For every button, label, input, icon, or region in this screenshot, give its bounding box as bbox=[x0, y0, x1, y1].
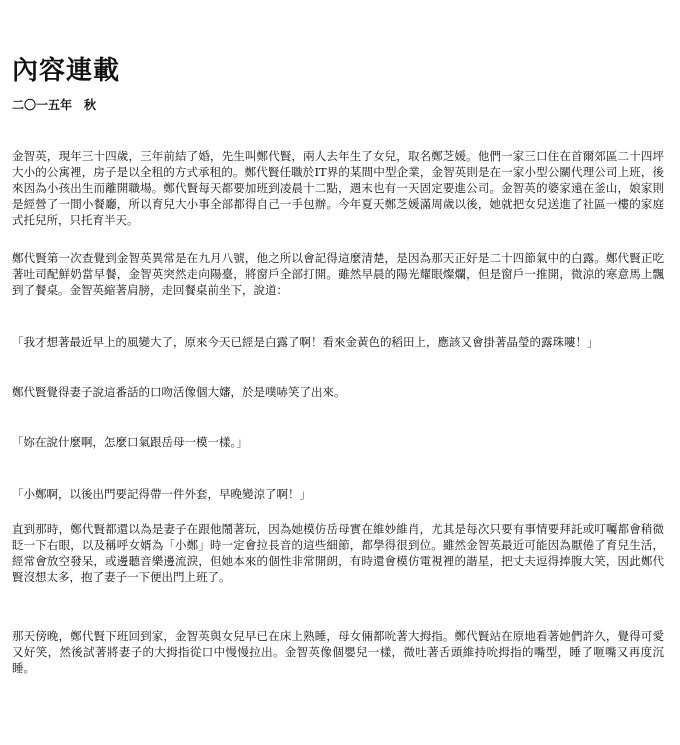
paragraph: 「妳在說什麼啊，怎麼口氣跟岳母一模一樣。」 bbox=[12, 435, 248, 449]
paragraph: 「我才想著最近早上的風變大了，原來今天已經是白露了啊！看來金黃色的稻田上，應該又會掛著晶瑩的露珠嘍！」 bbox=[12, 335, 599, 349]
paragraph: 金智英，現年三十四歲，三年前結了婚，先生叫鄭代賢，兩人去年生了女兒，取名鄭芝媛。他們一家三口住在首爾郊區二十四坪大小的公寓裡，房子是以全租的方式承租的。鄭代賢任職於IT界的某間中型企業，金智英則是在一家小型公關代理公司上班，後來因為小孩出生而離開職場。鄭代賢每天都要加班到凌晨十二點，週末也有一天固定要進公司。金智英的婆家遠在釜山，娘家則是經營了一間小餐廳，所以育兒大小事全部都得自己一手包辦。今年夏天鄭芝媛滿周歲以後，她就把女兒送進了社區一樓的家庭式托兒所，只托育半天。 bbox=[12, 149, 664, 227]
publish-date: 二〇一五年 秋 bbox=[12, 98, 97, 112]
paragraph: 「小鄭啊，以後出門要記得帶一件外套，早晚變涼了啊！」 bbox=[12, 487, 311, 501]
paragraph: 鄭代賢覺得妻子說這番話的口吻活像個大嬸，於是噗哧笑了出來。 bbox=[12, 385, 346, 399]
paragraph: 鄭代賢第一次查覺到金智英異常是在九月八號，他之所以會記得這麼清楚，是因為那天正好是二十四節氣中的白露。鄭代賢正吃著吐司配鮮奶當早餐，金智英突然走向陽臺，將窗戶全部打開。雖然早晨的陽光耀眼燦爛，但是窗戶一推開，微涼的寒意馬上飄到了餐桌。金智英縮著肩膀，走回餐桌前坐下，說道： bbox=[12, 251, 664, 297]
paragraph: 那天傍晚，鄭代賢下班回到家，金智英與女兒早已在床上熟睡，母女倆都吮著大拇指。鄭代賢站在原地看著她們許久，覺得可愛又好笑，然後試著將妻子的大拇指從口中慢慢拉出。金智英像個嬰兒一樣，微吐著舌頭維持吮拇指的嘴型，睡了咂嘴又再度沉睡。 bbox=[12, 629, 664, 675]
paragraph: 直到那時，鄭代賢都還以為是妻子在跟他鬧著玩，因為她模仿岳母實在維妙維肖，尤其是每次只要有事情要拜託或叮囑都會稍微眨一下右眼，以及稱呼女婿為「小鄭」時一定會拉長音的這些細節，都學得很到位。雖然金智英最近可能因為厭倦了育兒生活，經常會放空發呆，或邊聽音樂邊流淚，但她本來的個性非常開朗，有時還會模仿電視裡的諧星，把丈夫逗得捧腹大笑，因此鄭代賢沒想太多，抱了妻子一下便出門上班了。 bbox=[12, 522, 664, 584]
page-title: 內容連載 bbox=[12, 56, 121, 86]
